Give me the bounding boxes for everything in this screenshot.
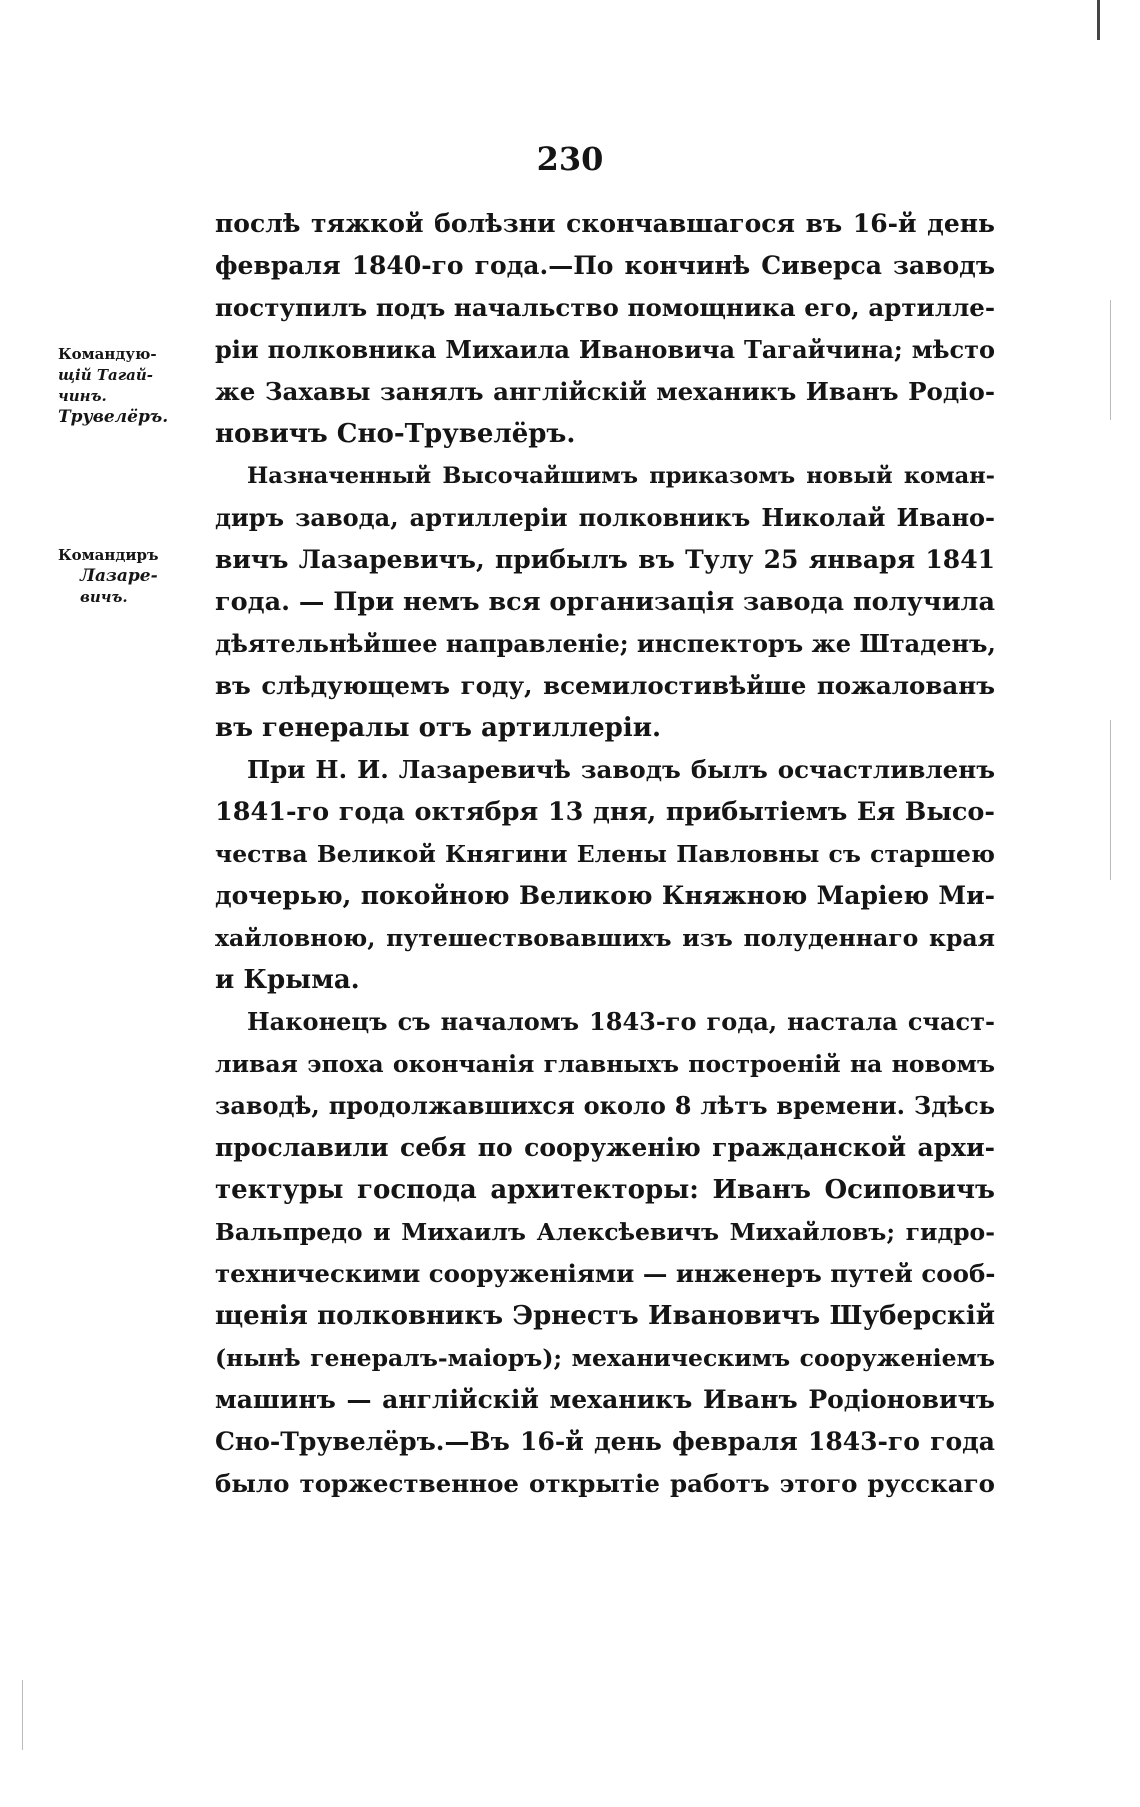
- text-line: ріи полковника Михаила Ивановича Тагайчина; мѣсто: [215, 335, 995, 364]
- text-line: и Крыма.: [215, 965, 360, 995]
- text-line: февраля 1840-го года.—По кончинѣ Сиверса заводъ: [215, 251, 995, 280]
- margin-note-line: чинъ.: [58, 387, 107, 405]
- text-line: же Захавы занялъ англійскій механикъ Иванъ Родіо-: [215, 377, 995, 406]
- text-line: щенія полковникъ Эрнестъ Ивановичъ Шуберскій: [215, 1301, 995, 1331]
- text-line: дочерью, покойною Великою Княжною Маріею Ми-: [215, 881, 995, 910]
- page-number: 230: [536, 140, 604, 178]
- text-line: Наконецъ съ началомъ 1843-го года, настала счаст-: [247, 1007, 995, 1036]
- text-line: При Н. И. Лазаревичѣ заводъ былъ осчастливленъ: [247, 755, 995, 784]
- text-line: техническими сооруженіями — инженеръ путей сооб-: [215, 1259, 996, 1288]
- text-line: Вальпредо и Михаилъ Алексѣевичъ Михайловъ; гидро-: [215, 1218, 995, 1246]
- text-line: хайловною, путешествовавшихъ изъ полуденнаго края: [215, 924, 995, 952]
- text-line: 1841-го года октября 13 дня, прибытіемъ Ея Высо-: [215, 797, 995, 827]
- text-line: Назначенный Высочайшимъ приказомъ новый коман-: [247, 463, 995, 489]
- text-line: чества Великой Княгини Елены Павловны съ старшею: [215, 840, 995, 868]
- text-line: послѣ тяжкой болѣзни скончавшагося въ 16-й день: [215, 209, 995, 238]
- text-line: дѣятельнѣйшее направленіе; инспекторъ же Штаденъ,: [215, 629, 996, 658]
- margin-note-tagaichin: [58, 344, 210, 428]
- text-line: прославили себя по сооруженію гражданской архи-: [215, 1133, 995, 1162]
- margin-note-line: щій Тагай-: [58, 366, 154, 384]
- main-text: [215, 203, 995, 1505]
- text-line: заводѣ, продолжавшихся около 8 лѣтъ времени. Здѣсь: [215, 1091, 995, 1120]
- text-line: поступилъ подъ начальство помощника его, артилле-: [215, 293, 995, 322]
- margin-note-line: Трувелёръ.: [58, 407, 169, 427]
- scan-edge-mark: [1110, 300, 1111, 420]
- text-line: года. — При немъ вся организація завода получила: [215, 587, 996, 617]
- text-line: тектуры господа архитекторы: Иванъ Осиповичъ: [215, 1175, 995, 1205]
- text-line: ливая эпоха окончанія главныхъ построеній на новомъ: [215, 1050, 995, 1078]
- text-line: было торжественное открытіе работъ этого русскаго: [215, 1469, 995, 1498]
- margin-note-line: вичъ.: [80, 588, 128, 606]
- text-line: вичъ Лазаревичъ, прибылъ въ Тулу 25 января 1841: [215, 545, 995, 574]
- margin-note-line: Лазаре-: [80, 566, 158, 586]
- text-line: новичъ Сно-Трувелёръ.: [215, 419, 576, 449]
- text-line: (нынѣ генералъ-маіоръ); механическимъ сооруженіемъ: [215, 1344, 995, 1372]
- margin-note-line: Командую-: [58, 345, 157, 363]
- scan-edge-mark: [22, 1680, 23, 1750]
- text-line: Сно-Трувелёръ.—Въ 16-й день февраля 1843-го года: [215, 1427, 995, 1456]
- scan-edge-mark: [1097, 0, 1100, 40]
- margin-note-lazarevich: [58, 545, 210, 608]
- text-line: машинъ — англійскій механикъ Иванъ Родіоновичъ: [215, 1385, 995, 1414]
- text-line: диръ завода, артиллеріи полковникъ Николай Ивано-: [215, 503, 995, 532]
- text-line: въ слѣдующемъ году, всемилостивѣйше пожалованъ: [215, 671, 995, 700]
- scan-edge-mark: [1110, 720, 1111, 880]
- margin-note-line: Командиръ: [58, 546, 159, 564]
- text-line: въ генералы отъ артиллеріи.: [215, 713, 662, 743]
